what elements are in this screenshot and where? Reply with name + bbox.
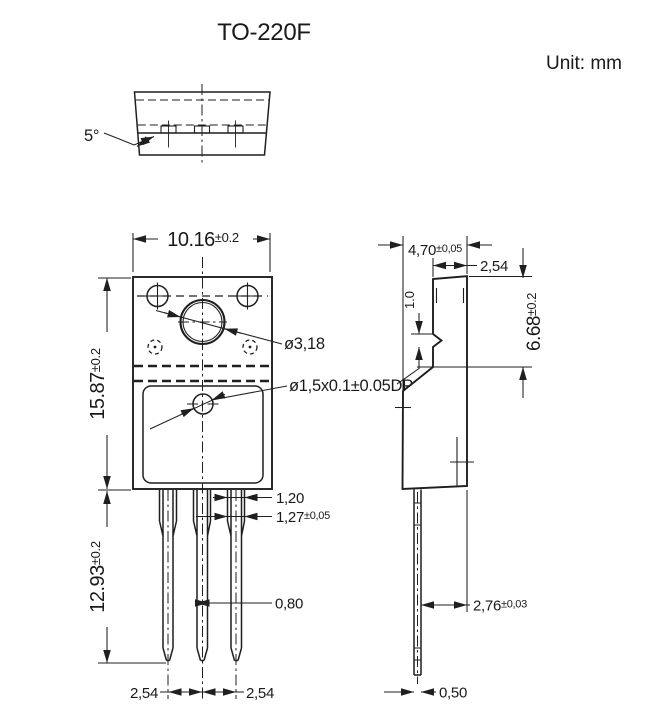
- screw-mark-cross-right: [234, 283, 261, 310]
- pin-mark-dot-right: [249, 346, 252, 349]
- dimple-leader-arrow-left: [181, 408, 194, 414]
- screw-mark-cross-left: [144, 283, 171, 310]
- lead-length-label: $12.93^{\pm 0.2}$: [87, 541, 109, 613]
- lead-thickness-label: 0,50: [439, 684, 467, 702]
- lead-setback-label: 2,76±0,03: [473, 597, 527, 615]
- draft-angle-arrow-1: [134, 137, 154, 146]
- page-title: TO-220F: [217, 19, 311, 46]
- tab-thickness-label: 2,54: [480, 258, 508, 275]
- tab-height-label: $6.68^{\pm 0.2}$: [524, 292, 545, 352]
- top-view: [84, 84, 270, 163]
- hole-leader-arrow-right: [224, 329, 241, 334]
- dimple-height-label: 1.0: [402, 290, 417, 310]
- unit-label: Unit: mm: [546, 53, 622, 74]
- dimple-leader-line: [150, 386, 287, 429]
- dimple-diameter-label: ø1,5x0.1±0.05DP: [289, 377, 413, 395]
- draft-angle-label: 5°: [84, 127, 100, 145]
- pin-mark-dot-left: [154, 346, 157, 349]
- side-tab-edge-marks: [437, 288, 464, 303]
- height-dim-label: $15.87^{\pm 0.2}$: [87, 348, 109, 420]
- lead-width-upper-label: 1,20: [276, 490, 304, 507]
- hole-leader-arrow-left: [164, 313, 181, 317]
- draft-angle-leader: [104, 133, 134, 145]
- lead-width-base-label: 1,27±0,05: [276, 509, 330, 526]
- pitch-left-label: 2,54: [130, 685, 158, 702]
- lead-width-tip-label: 0,80: [275, 595, 303, 613]
- front-view: [87, 228, 413, 702]
- thickness-label: 4,70±0,05: [408, 242, 462, 259]
- pitch-right-label: 2,54: [246, 685, 274, 702]
- side-view: [378, 236, 545, 702]
- hole-diameter-label: ø3,18: [284, 335, 325, 353]
- width-dim-label: $10.16^{\pm 0.2}$: [167, 229, 239, 251]
